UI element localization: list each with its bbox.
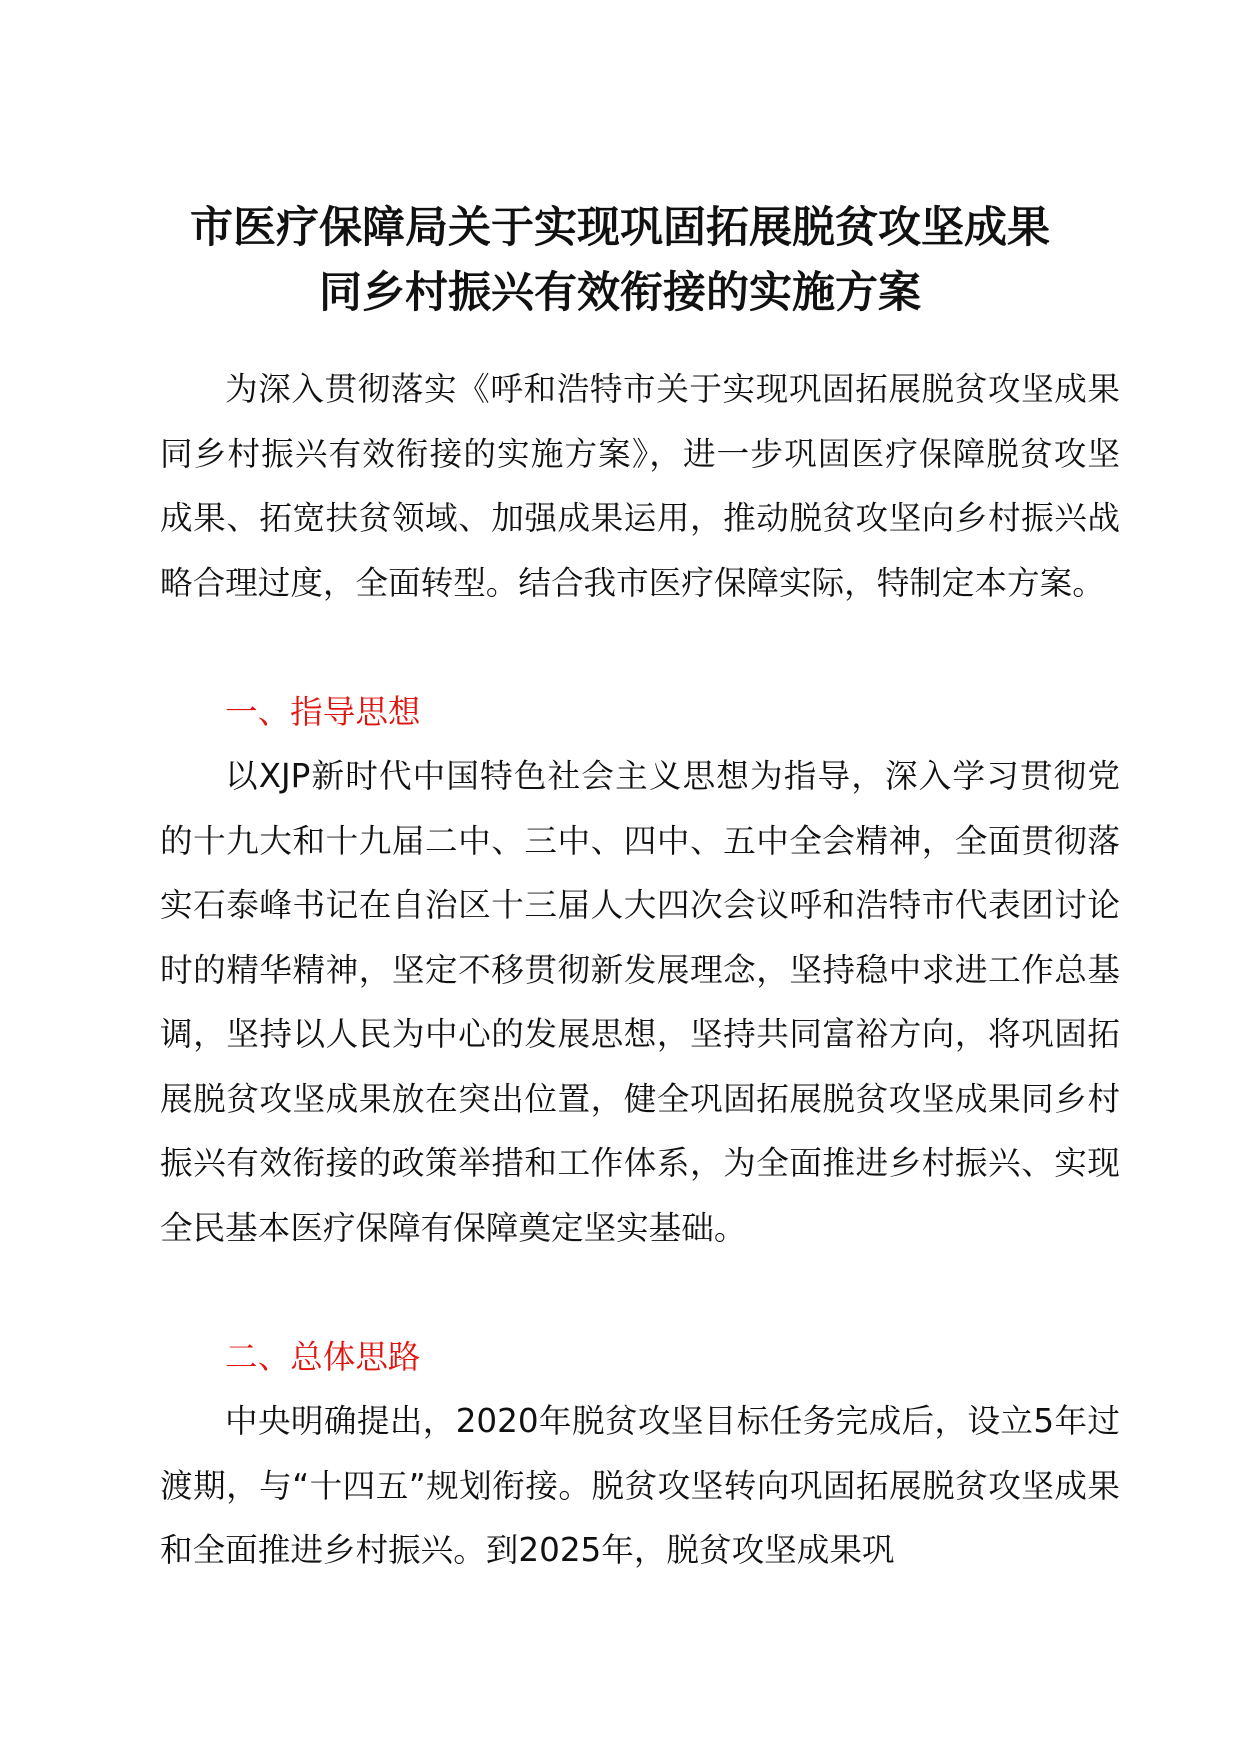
section-paragraph-guiding-ideology: 以XJP新时代中国特色社会主义思想为指导，深入学习贯彻党的十九大和十九届二中、三中、四中、五中全会精神，全面贯彻落实石泰峰书记在自治区十三届人大四次会议呼和浩特市代表团讨论时的精华精神，坚定不移贯彻新发展理念，坚持稳中求进工作总基调，坚持以人民为中心的发展思想，坚持共同富裕方向，将巩固拓展脱贫攻坚成果放在突出位置，健全巩固拓展脱贫攻坚成果同乡村振兴有效衔接的政策举措和工作体系，为全面推进乡村振兴、实现全民基本医疗保障有保障奠定坚实基础。	[160, 757, 1120, 1247]
document-title-line-1: 市医疗保障局关于实现巩固拓展脱贫攻坚成果	[190, 203, 1050, 253]
intro-paragraph: 为深入贯彻落实《呼和浩特市关于实现巩固拓展脱贫攻坚成果同乡村振兴有效衔接的实施方案》，进一步巩固医疗保障脱贫攻坚成果、拓宽扶贫领域、加强成果运用，推动脱贫攻坚向乡村振兴战略合理过度，全面转型。结合我市医疗保障实际，特制定本方案。	[160, 370, 1120, 602]
document-title-line-2: 同乡村振兴有效衔接的实施方案	[319, 268, 921, 318]
section-heading-overall-approach: 二、总体思路	[225, 1338, 421, 1376]
section-heading-guiding-ideology: 一、指导思想	[225, 693, 421, 731]
section-paragraph-overall-approach: 中央明确提出，2020年脱贫攻坚目标任务完成后，设立5年过渡期，与“十四五”规划衔接。脱贫攻坚转向巩固拓展脱贫攻坚成果和全面推进乡村振兴。到2025年，脱贫攻坚成果巩	[160, 1402, 1120, 1569]
